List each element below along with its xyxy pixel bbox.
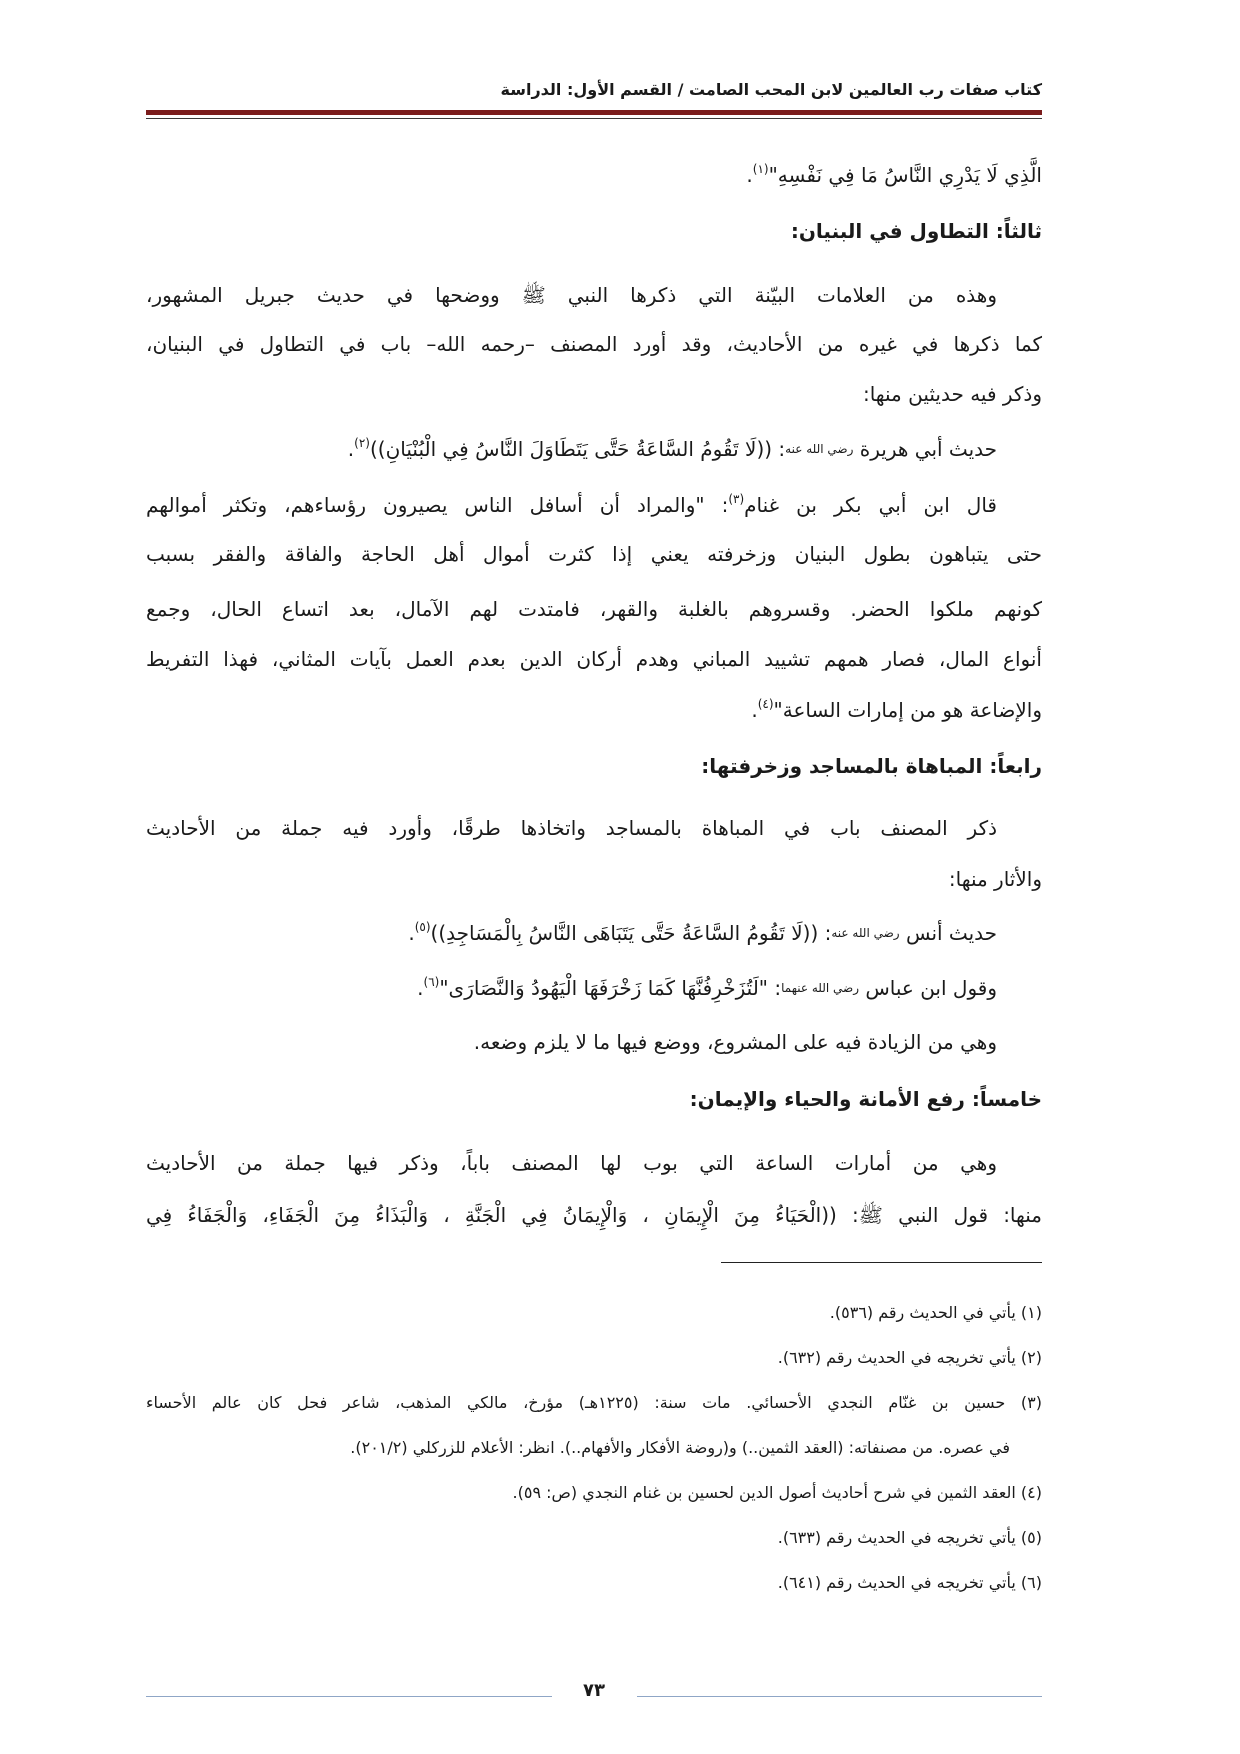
running-header: كتاب صفات رب العالمين لابن المحب الصامت / القسم الأول: الدراسة	[500, 80, 1042, 99]
body-line	[146, 909, 1042, 957]
footnote-continuation: في عصره. من مصنفاته: (العقد الثمين..) و(روضة الأفكار والأفهام..). انظر: الأعلام للزركلي (٢٠١/٢).	[350, 1438, 1010, 1457]
body-line: أنواع المال، فصار همهم تشييد المباني وهدم أركان الدين بعدم العمل بآيات المثاني، فهذا التفريط	[146, 647, 1042, 671]
line-text: : ((لَا تَقُومُ السَّاعَةُ حَتَّى يَتَطَاوَلَ النَّاسُ فِي الْبُنْيَانِ))	[369, 437, 786, 461]
line-text: حديث أنس	[899, 921, 997, 945]
line-text: الَّذِي لَا يَدْرِي النَّاسُ مَا فِي نَفْسِهِ"	[768, 163, 1042, 187]
line-text: .	[746, 163, 753, 187]
footnote: (٥) يأتي تخريجه في الحديث رقم (٦٣٣).	[777, 1528, 1042, 1547]
line-text: : "والمراد أن أسافل الناس يصيرون رؤساءهم، وتكثر أموالهم	[146, 493, 729, 517]
body-line: وهي من الزيادة فيه على المشروع، ووضع فيها ما لا يلزم وضعه.	[473, 1030, 997, 1054]
body-line	[146, 964, 1042, 1012]
line-text: .	[408, 921, 415, 945]
footnote: (٢) يأتي تخريجه في الحديث رقم (٦٣٢).	[777, 1348, 1042, 1367]
line-text: والإضاعة هو من إمارات الساعة"	[773, 698, 1042, 722]
footnote: (٤) العقد الثمين في شرح أحاديث أصول الدين لحسين بن غنام النجدي (ص: ٥٩).	[512, 1483, 1042, 1502]
body-line: كونهم ملكوا الحضر. وقسروهم بالغلبة والقهر، فامتدت لهم الآمال، بعد اتساع الحال، وجمع	[146, 597, 1042, 621]
line-text: .	[347, 437, 355, 461]
footnote-ref: (١)	[752, 162, 769, 176]
footer-rule-left	[146, 1696, 552, 1697]
footnote: (١) يأتي في الحديث رقم (٥٣٦).	[829, 1303, 1042, 1322]
body-line	[146, 481, 1042, 529]
body-line: منها: قول النبي ﷺ: ((الْحَيَاءُ مِنَ الْإِيمَانِ ، وَالْإِيمَانُ فِي الْجَنَّةِ ، وَالْبَذَاءُ مِنَ الْجَفَاءِ، وَالْجَفَاءُ فِي	[146, 1203, 1042, 1227]
honorific-glyph: رضي الله عنه	[831, 926, 900, 940]
footnote: (٣) حسين بن غنّام النجدي الأحسائي. مات سنة: (١٢٢٥هـ) مؤرخ، مالكي المذهب، شاعر فحل كان عالم الأحساء	[146, 1393, 1042, 1412]
section-heading: ثالثاً: التطاول في البنيان:	[790, 219, 1042, 243]
line-text: : ((لَا تَقُومُ السَّاعَةُ حَتَّى يَتَبَاهَى النَّاسُ بِالْمَسَاجِدِ))	[430, 921, 832, 945]
line-text: .	[751, 698, 758, 722]
footnote-ref: (٤)	[757, 697, 774, 711]
page-number: ٧٣	[583, 1680, 605, 1701]
line-text: حديث أبي هريرة	[853, 437, 997, 461]
section-heading: رابعاً: المباهاة بالمساجد وزخرفتها:	[701, 754, 1042, 778]
body-line	[146, 686, 1042, 734]
footnote-ref: (٥)	[414, 920, 431, 934]
footnote: (٦) يأتي تخريجه في الحديث رقم (٦٤١).	[777, 1573, 1042, 1592]
line-text: قال ابن أبي بكر بن غنام	[744, 493, 997, 517]
body-line: والأثار منها:	[948, 867, 1042, 891]
body-line: وهذه من العلامات البيّنة التي ذكرها النبي ﷺ ووضحها في حديث جبريل المشهور،	[146, 283, 997, 307]
header-rule-thin	[146, 118, 1042, 119]
body-line: حتى يتباهون بطول البنيان وزخرفته يعني إذا كثرت أموال أهل الحاجة والفاقة والفقر بسبب	[146, 542, 1042, 566]
body-line: كما ذكرها في غيره من الأحاديث، وقد أورد المصنف –رحمه الله– باب في التطاول في البنيان،	[146, 332, 1042, 356]
body-line: وهي من أمارات الساعة التي بوب لها المصنف باباً، وذكر فيها جملة من الأحاديث	[146, 1151, 997, 1175]
line-text: .	[417, 976, 424, 1000]
body-line	[146, 151, 1042, 199]
honorific-glyph: رضي الله عنه	[785, 442, 854, 456]
footnote-ref: (٣)	[728, 492, 745, 506]
line-text: وقول ابن عباس	[859, 976, 997, 1000]
body-line: ذكر المصنف باب في المباهاة بالمساجد واتخاذها طرقًا، وأورد فيه جملة من الأحاديث	[146, 816, 997, 840]
footnote-separator	[721, 1262, 1042, 1263]
footnote-ref: (٦)	[423, 975, 440, 989]
footnote-ref: (٢)	[354, 436, 370, 450]
section-heading: خامساً: رفع الأمانة والحياء والإيمان:	[689, 1087, 1042, 1111]
body-line	[146, 425, 1042, 473]
header-rule-thick	[146, 110, 1042, 115]
footer-rule-right	[637, 1696, 1042, 1697]
line-text: : "لَتُزَخْرِفُنَّهَا كَمَا زَخْرَفَهَا الْيَهُودُ وَالنَّصَارَى"	[439, 976, 782, 1000]
honorific-glyph: رضي الله عنهما	[781, 981, 860, 995]
body-line: وذكر فيه حديثين منها:	[862, 382, 1042, 406]
